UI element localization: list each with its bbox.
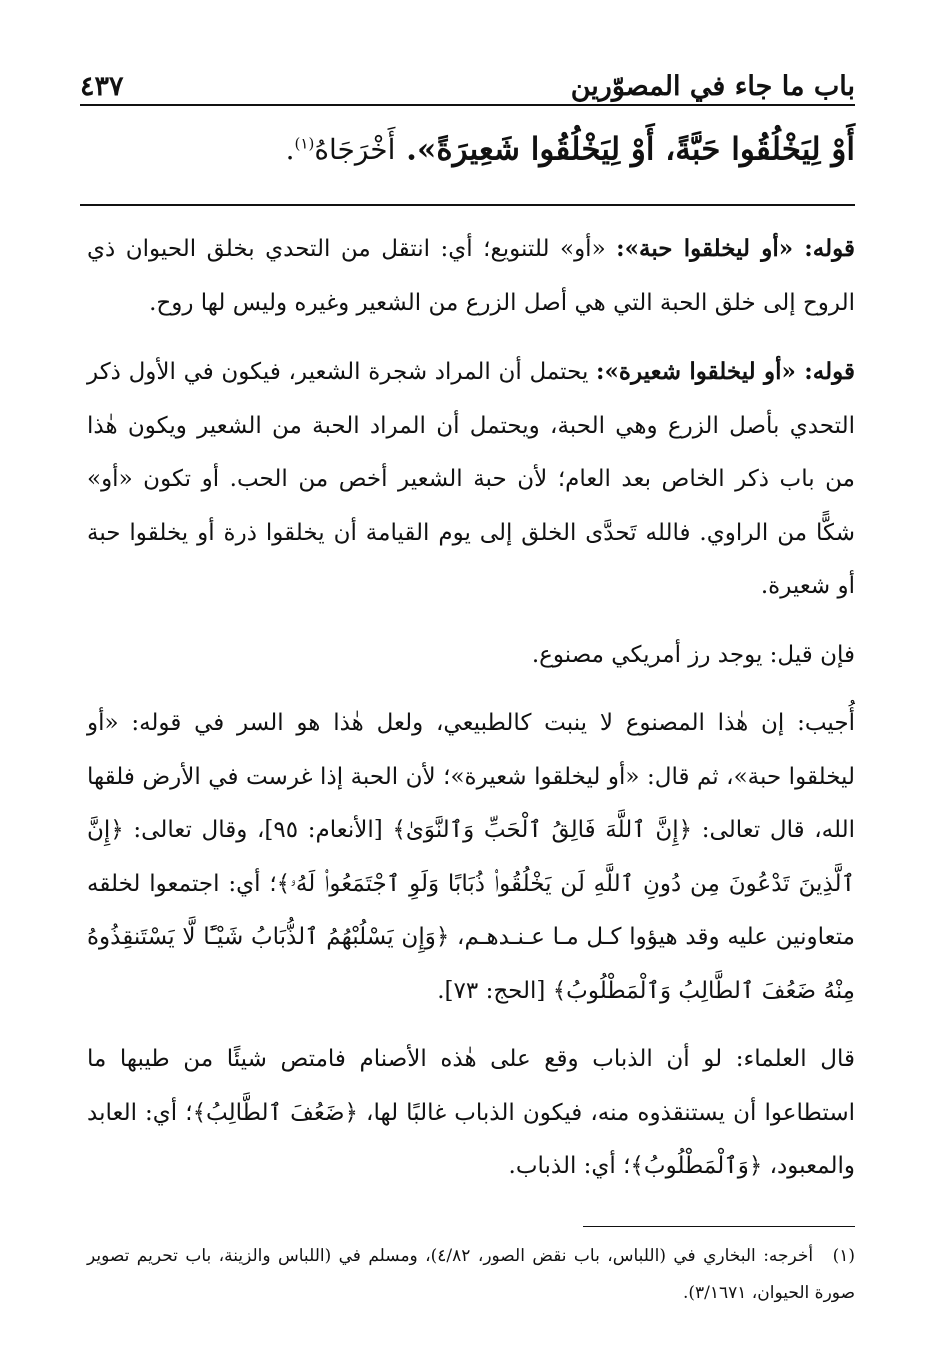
- page-number: ٤٣٧: [80, 71, 124, 102]
- hadith-end-mark: .: [285, 133, 295, 167]
- footnote: [87, 1238, 855, 1312]
- hadith-text: [85, 116, 855, 172]
- footnote-text: أخرجه: البخاري في (اللباس، باب نقض الصور، ٤/٨٢)، ومسلم في (اللباس والزينة، باب تحريم تصوير صورة الحيوان، ٣/١٦٧١).: [87, 1246, 855, 1303]
- footnote-number: (١): [832, 1246, 855, 1266]
- paragraph: [87, 345, 855, 614]
- header-rule: [80, 104, 855, 106]
- paragraph-text: قال العلماء: لو أن الذباب وقع على هٰذه الأصنام فامتص شيئًا من طيبها ما استطاعوا أن يستنقذوه منه، فيكون الذباب غالبًا لها، ﴿ضَعُفَ ٱلطَّالِبُ﴾؛ أي: العابد والمعبود، ﴿وَٱلْمَطْلُوبُ﴾؛ أي: الذباب.: [87, 1046, 855, 1179]
- footnote-rule: [583, 1226, 855, 1227]
- section-rule: [80, 204, 855, 206]
- hadith-reference: [286, 133, 396, 166]
- paragraph: [87, 222, 855, 330]
- paragraph: [87, 1033, 855, 1194]
- commentary-body: [87, 222, 855, 1209]
- hadith-quote: أَوْ لِيَخْلُقُوا حَبَّةً، أَوْ لِيَخْلُقُوا شَعِيرَةً».: [406, 131, 855, 168]
- paragraph-text: أُجيب: إن هٰذا المصنوع لا ينبت كالطبيعي، ولعل هٰذا هو السر في قوله: «أو ليخلقوا حبة»، ثم قال: «أو ليخلقوا شعيرة»؛ لأن الحبة إذا غرست في الأرض فلقها الله، قال تعالى: ﴿إِنَّ ٱللَّهَ فَالِقُ ٱلْحَبِّ وَٱلنَّوَىٰ﴾ [الأنعام: ٩٥]، وقال تعالى: ﴿إِنَّ ٱلَّذِينَ تَدْعُونَ مِن دُونِ ٱللَّهِ لَن يَخْلُقُوا۟ ذُبَابًا وَلَوِ ٱجْتَمَعُوا۟ لَهُۥ﴾؛ أي: اجتمعوا لخلقه متعاونين عليه وقد هيؤوا كـل مـا عـنـدهـم، ﴿وَإِن يَسْلُبْهُمُ ٱلذُّبَابُ شَيْـًٔا لَّا يَسْتَنقِذُوهُ مِنْهُ ضَعُفَ ٱلطَّالِبُ وَٱلْمَطْلُوبُ﴾ [الحج: ٧٣].: [87, 710, 855, 1004]
- chapter-title: باب ما جاء في المصوّرين: [570, 71, 855, 102]
- hadith-ref-word: أَخْرَجَاهُ: [314, 133, 396, 167]
- footnote-marker[interactable]: (١): [294, 135, 315, 153]
- paragraph-lead: قوله: «أو ليخلقوا حبة»:: [616, 235, 855, 262]
- page-header: [80, 52, 855, 102]
- paragraph-text: يحتمل أن المراد شجرة الشعير، فيكون في الأول ذكر التحدي بأصل الزرع وهي الحبة، ويحتمل أن المراد الحبة من الشعير ويكون هٰذا من باب ذكر الخاص بعد العام؛ لأن حبة الشعير أخص من الحب. أو تكون «أو» شكًّا من الراوي. فالله تَحدَّى الخلق إلى يوم القيامة أن يخلقوا ذرة أو يخلقوا حبة أو شعيرة.: [87, 359, 855, 599]
- paragraph: [87, 697, 855, 1018]
- paragraph-text: «أو» للتنويع؛ أي: انتقل من التحدي بخلق الحيوان ذي الروح إلى خلق الحبة التي هي أصل الزرع من الشعير وغيره وليس لها روح.: [87, 236, 855, 316]
- paragraph-lead: قوله: «أو ليخلقوا شعيرة»:: [596, 358, 855, 385]
- paragraph: [87, 629, 855, 683]
- paragraph-text: فإن قيل: يوجد رز أمريكي مصنوع.: [531, 641, 855, 668]
